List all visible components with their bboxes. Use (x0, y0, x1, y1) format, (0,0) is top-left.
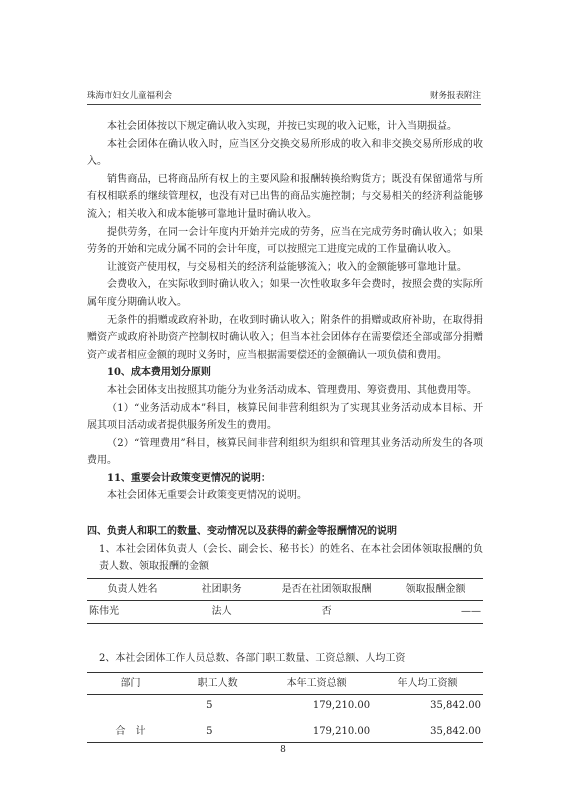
section-4-sub-1: 1、本社会团体负责人（会长、副会长、秘书长）的姓名、在本社会团体领取报酬的负责人数、领取报酬的金额 (99, 543, 483, 573)
col-department: 部门 (120, 677, 141, 689)
paragraph-asset-use: 让渡资产使用权，与交易相关的经济利益能够流入；收入的金额能够可靠地计量。 (107, 261, 467, 273)
col-amount: 领取报酬金额 (405, 583, 466, 595)
col-leader-name: 负责人姓名 (107, 583, 158, 595)
leader-table (87, 578, 483, 624)
running-header (87, 89, 481, 105)
paragraph-services: 提供劳务，在同一会计年度内开始并完成的劳务，应当在完成劳务时确认收入；如果劳务的开始和完成分属不同的会计年度，可以按照完工进度完成的工作量确认收入。 (87, 226, 483, 256)
paragraph-revenue-rule: 本社会团体按以下规定确认收入实现，并按已实现的收入记账，计入当期损益。 (107, 121, 457, 132)
cell-position: 法人 (211, 606, 232, 618)
header-doc-type: 财务报表附注 (429, 91, 481, 101)
cell-total-avg-salary: 35,842.00 (430, 725, 481, 737)
section-10-item-2: （2）“管理费用”科目，核算民间非营利组织为组织和管理其业务活动所发生的各项费用。 (87, 437, 483, 467)
table-row (87, 601, 483, 624)
table-row-total (87, 717, 483, 743)
paragraph-sales: 销售商品，已将商品所有权上的主要风险和报酬转换给购货方；既没有保留通常与所有权相联系的继续管理权，也没有对已出售的商品实施控制；与交易相关的经济利益能够流入；相关收入和成本能够可靠地计量时确认收入。 (87, 173, 483, 220)
body-content (87, 118, 483, 743)
col-paid: 是否在社团领取报酬 (281, 583, 372, 595)
cell-department (87, 695, 174, 717)
table-row (87, 695, 483, 717)
col-headcount: 职工人数 (197, 677, 238, 689)
cell-total-label: 合 计 (115, 725, 146, 737)
paragraph-membership-fees: 会费收入，在实际收到时确认收入；如果一次性收取多年会费时，按照会费的实际所属年度分期确认收入。 (87, 279, 483, 308)
col-position: 社团职务 (201, 583, 242, 595)
col-avg-salary: 年人均工资额 (397, 677, 458, 689)
header-organization: 珠海市妇女儿童福利会 (87, 91, 173, 101)
paragraph-revenue-classification: 本社会团体在确认收入时，应当区分交换交易所形成的收入和非交换交易所形成的收入。 (87, 138, 483, 168)
cell-avg-salary: 35,842.00 (430, 700, 481, 712)
cell-total-headcount: 5 (206, 725, 213, 737)
page-number: 8 (280, 745, 286, 755)
section-11-text: 本社会团体无重要会计政策变更情况的说明。 (107, 490, 307, 502)
leader-table-header (87, 578, 483, 601)
paragraph-donations: 无条件的捐赠或政府补助，在收到时确认收入；附条件的捐赠或政府补助，在取得捐赠资产或政府补助资产控制权时确认收入；但当本社会团体存在需要偿还全部或部分捐赠资产或者相应金额的现时义务时，应当根据需要偿还的金额确认一项负债和费用。 (87, 314, 483, 361)
section-4-title: 四、负责人和职工的数量、变动情况以及获得的薪金等报酬情况的说明 (87, 526, 397, 538)
staff-table (87, 672, 483, 744)
cell-leader-name: 陈伟光 (89, 606, 119, 618)
col-total-salary: 本年工资总额 (286, 677, 347, 689)
section-10-intro: 本社会团体支出按照其功能分为业务活动成本、管理费用、筹资费用、其他费用等。 (107, 384, 477, 396)
section-10-item-1: （1）“业务活动成本”科目，核算民间非营利组织为了实现其业务活动成本目标、开展其项目活动或者提供服务所发生的费用。 (87, 402, 483, 432)
section-10-title: 10、成本费用划分原则 (107, 367, 211, 379)
cell-paid: 否 (321, 606, 332, 618)
cell-total-salary: 179,210.00 (312, 700, 371, 712)
cell-headcount: 5 (206, 700, 213, 712)
cell-total-salary-sum: 179,210.00 (312, 725, 371, 737)
section-4-sub-2: 2、本社会团体工作人员总数、各部门职工数量、工资总额、人均工资 (99, 653, 406, 665)
staff-table-header (87, 672, 483, 695)
section-11-title: 11、重要会计政策变更情况的说明： (107, 472, 271, 484)
cell-amount: —— (461, 606, 481, 618)
